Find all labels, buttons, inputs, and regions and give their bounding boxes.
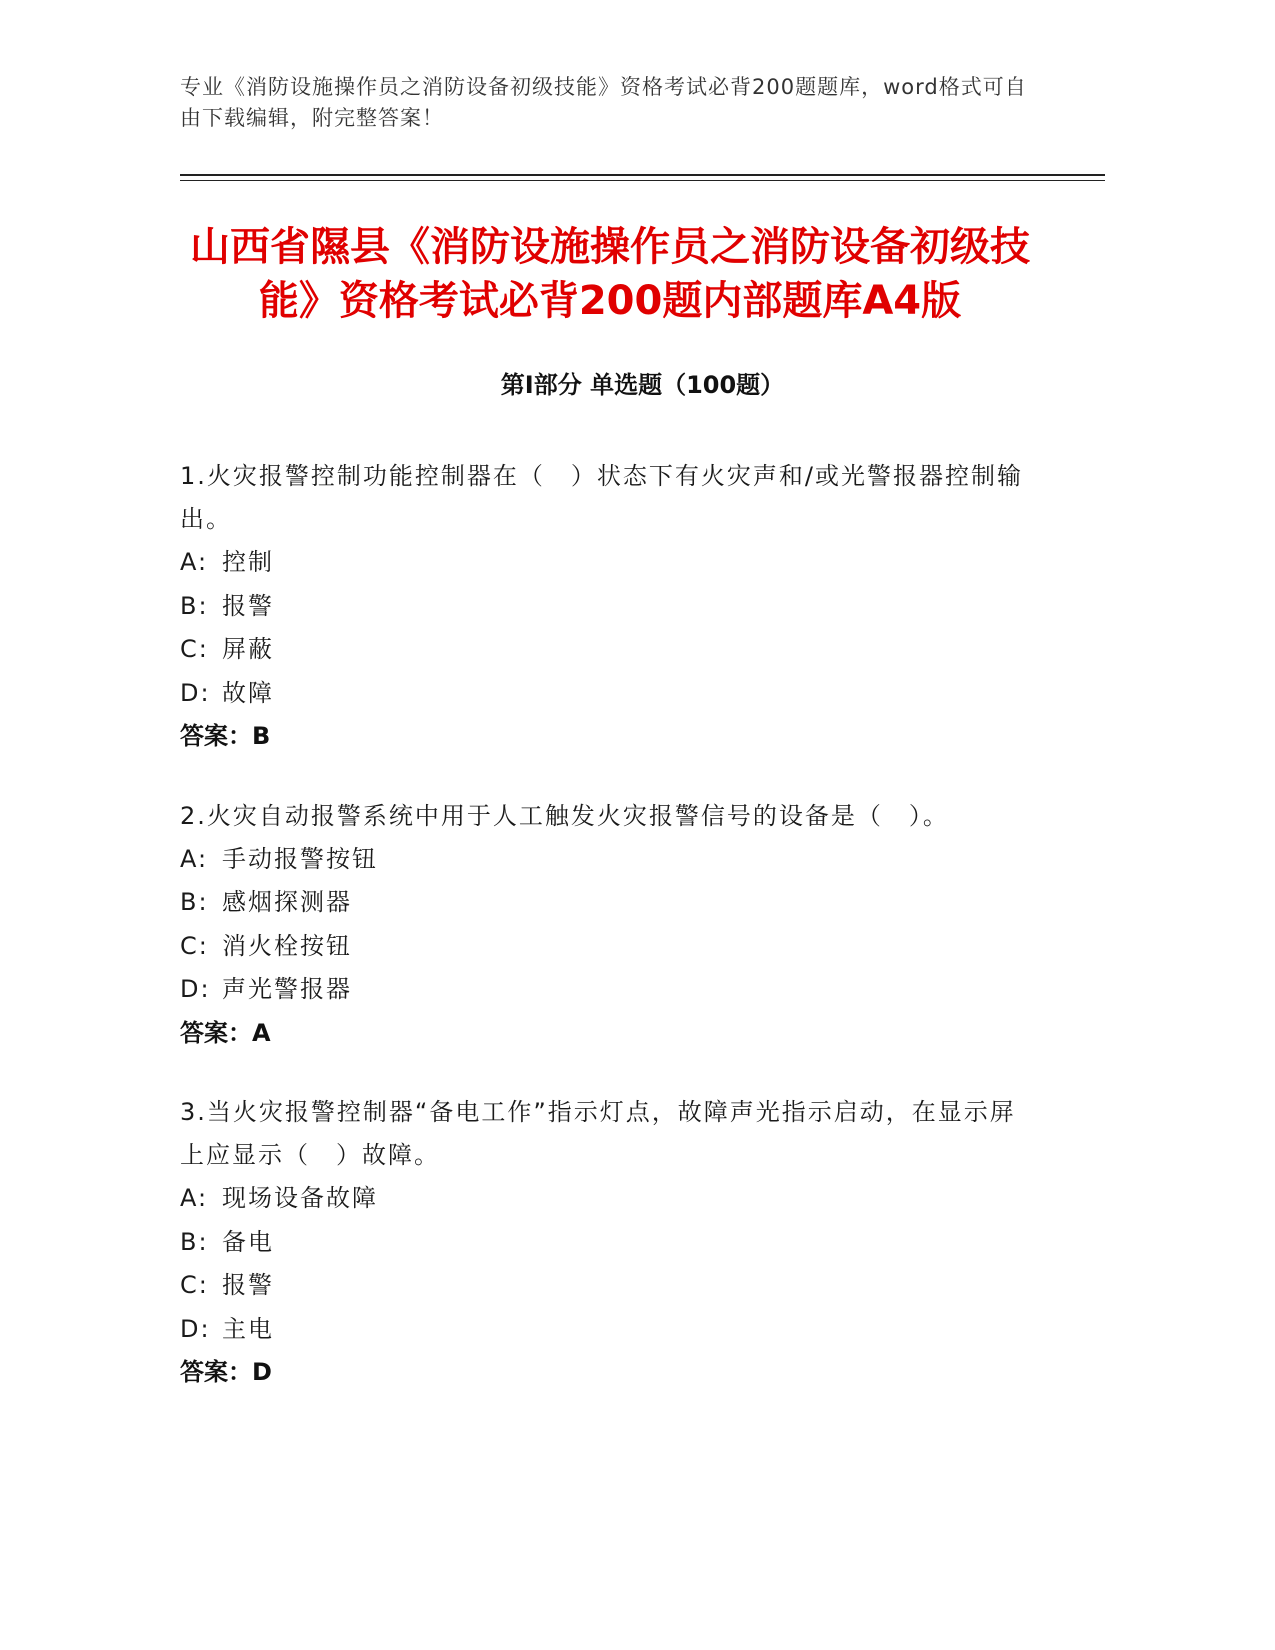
header-divider-thick — [180, 174, 1105, 176]
option-d — [180, 1308, 1040, 1352]
option-a — [180, 1177, 1040, 1221]
answer-line: 答案：A — [180, 1018, 271, 1047]
question-list — [180, 455, 1040, 1431]
option-text: 消火栓按钮 — [222, 931, 352, 960]
option-c — [180, 1264, 1040, 1308]
section-heading: 第Ⅰ部分 单选题（100题） — [500, 371, 785, 399]
question-stem: 2.火灾自动报警系统中用于人工触发火灾报警信号的设备是（ ）。 — [180, 801, 949, 830]
option-text: 感烟探测器 — [222, 888, 352, 916]
option-c — [180, 628, 1040, 672]
option-text: 现场设备故障 — [222, 1184, 378, 1212]
option-key: C: — [180, 635, 209, 663]
option-text: 故障 — [222, 678, 274, 707]
answer-line: 答案：D — [180, 1358, 272, 1386]
document-title: 山西省隰县《消防设施操作员之消防设备初级技能》资格考试必背200题内部题库A4版 — [190, 224, 1030, 324]
option-c — [180, 925, 1040, 969]
option-key: D: — [180, 975, 211, 1003]
answer-line: 答案：B — [180, 722, 271, 750]
option-d — [180, 968, 1040, 1012]
option-text: 手动报警按钮 — [222, 844, 378, 873]
question-2 — [180, 795, 1040, 1056]
option-b — [180, 1221, 1040, 1265]
option-text: 报警 — [222, 1271, 274, 1299]
option-b — [180, 585, 1040, 629]
option-key: A: — [180, 844, 209, 873]
option-key: A: — [180, 548, 209, 576]
question-stem: 1.火灾报警控制功能控制器在（ ）状态下有火灾声和/或光警报器控制输出。 — [180, 462, 1023, 533]
option-a — [180, 541, 1040, 585]
option-key: C: — [180, 931, 209, 960]
option-text: 主电 — [222, 1314, 274, 1343]
option-key: B: — [180, 888, 209, 916]
question-3 — [180, 1091, 1040, 1395]
header-divider-thin — [180, 180, 1105, 181]
option-a — [180, 838, 1040, 882]
option-text: 控制 — [222, 548, 274, 576]
option-b — [180, 881, 1040, 925]
option-text: 声光警报器 — [222, 975, 352, 1003]
option-text: 屏蔽 — [222, 635, 274, 663]
option-key: A: — [180, 1184, 209, 1212]
option-key: D: — [180, 1314, 211, 1343]
option-key: D: — [180, 678, 211, 707]
option-d — [180, 672, 1040, 716]
question-1 — [180, 455, 1040, 759]
option-text: 报警 — [222, 591, 274, 620]
option-key: C: — [180, 1271, 209, 1299]
option-key: B: — [180, 591, 209, 620]
header-note: 专业《消防设施操作员之消防设备初级技能》资格考试必背200题题库，word格式可自由下载编辑，附完整答案！ — [180, 75, 1027, 130]
question-stem: 3.当火灾报警控制器“备电工作”指示灯点，故障声光指示启动，在显示屏上应显示（ ）故障。 — [180, 1098, 1016, 1169]
option-key: B: — [180, 1227, 209, 1256]
option-text: 备电 — [222, 1227, 274, 1256]
